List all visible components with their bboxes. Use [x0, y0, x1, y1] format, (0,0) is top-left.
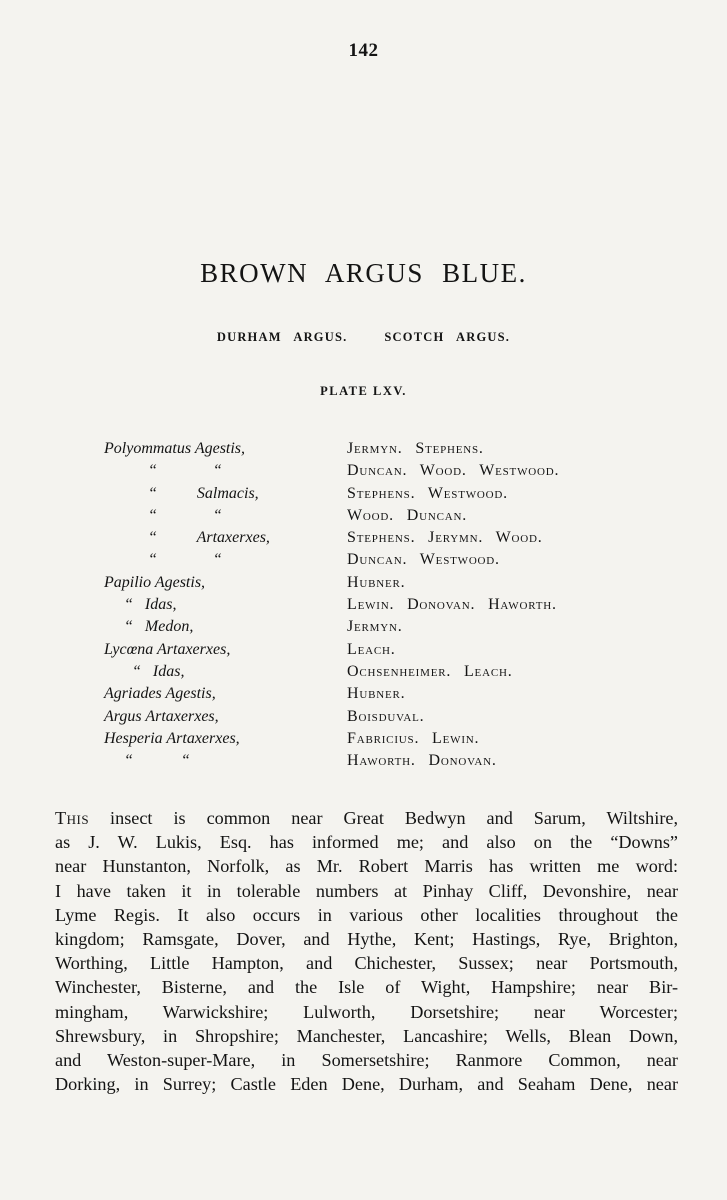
species-name: Papilio Agestis, [104, 573, 206, 591]
body-line: Dorking, in Surrey; Castle Eden Dene, Durham, and Seaham Dene, near [55, 1074, 678, 1095]
synonymy-row [104, 483, 664, 505]
synonymy-row [104, 594, 664, 616]
authorities: Stephens. Jerymn. Wood. [347, 529, 543, 547]
body-line-text: insect is common near Great Bedwyn and Sarum, Wiltshire, [89, 808, 678, 828]
synonymy-row [104, 661, 664, 683]
synonymy-row [104, 460, 664, 482]
synonymy-row [104, 750, 664, 772]
synonymy-row [104, 549, 664, 571]
synonymy-row [104, 527, 664, 549]
body-line: Worthing, Little Hampton, and Chichester, Sussex; near Portsmouth, [55, 953, 678, 974]
body-line: mingham, Warwickshire; Lulworth, Dorsetshire; near Worcester; [55, 1001, 678, 1022]
body-line: kingdom; Ramsgate, Dover, and Hythe, Kent; Hastings, Rye, Brighton, [55, 928, 678, 949]
species-name: “ “ [104, 752, 190, 770]
species-name: Hesperia Artaxerxes, [104, 729, 240, 747]
species-name: “ “ [104, 506, 222, 524]
authorities: Wood. Duncan. [347, 506, 467, 524]
species-name: “ Medon, [104, 618, 194, 636]
plate-reference: PLATE LXV. [320, 384, 407, 398]
authorities: Hubner. [347, 573, 406, 591]
synonymy-row [104, 505, 664, 527]
body-line: as J. W. Lukis, Esq. has informed me; and also on the “Downs” [55, 832, 678, 853]
species-name: “ “ [104, 462, 222, 480]
body-line: near Hunstanton, Norfolk, as Mr. Robert Marris has written me word: [55, 856, 678, 877]
species-name: “ Idas, [104, 596, 177, 614]
authorities: Lewin. Donovan. Haworth. [347, 596, 557, 614]
authorities: Stephens. Westwood. [347, 484, 508, 502]
page-title: BROWN ARGUS BLUE. [200, 258, 527, 288]
authorities: Duncan. Westwood. [347, 551, 500, 569]
body-line: Lyme Regis. It also occurs in various other localities throughout the [55, 904, 678, 925]
species-name: Argus Artaxerxes, [104, 707, 219, 725]
body-line: Shrewsbury, in Shropshire; Manchester, Lancashire; Wells, Blean Down, [55, 1025, 678, 1046]
body-line: Winchester, Bisterne, and the Isle of Wight, Hampshire; near Bir- [55, 977, 678, 998]
lead-word: This [55, 808, 90, 828]
body-line [55, 806, 678, 830]
species-name: “ Salmacis, [104, 484, 259, 502]
authorities: Fabricius. Lewin. [347, 729, 480, 747]
page-number: 142 [348, 40, 379, 61]
species-name: “ Artaxerxes, [104, 529, 270, 547]
authorities: Haworth. Donovan. [347, 752, 497, 770]
synonymy-row [104, 616, 664, 638]
body-line: and Weston-super-Mare, in Somersetshire; Ranmore Common, near [55, 1049, 678, 1070]
authorities: Hubner. [347, 685, 406, 703]
species-name: Agriades Agestis, [104, 685, 216, 703]
authorities: Jermyn. Stephens. [347, 440, 484, 457]
synonymy-row [104, 728, 664, 750]
alternate-names: DURHAM ARGUS. SCOTCH ARGUS. [216, 330, 511, 344]
species-name: “ Idas, [104, 662, 185, 680]
synonymy-list [104, 438, 664, 772]
synonymy-row [104, 706, 664, 728]
synonymy-row [104, 683, 664, 705]
species-name: Polyommatus Agestis, [104, 440, 246, 457]
species-name: Lycœna Artaxerxes, [104, 640, 231, 658]
authorities: Duncan. Wood. Westwood. [347, 462, 560, 480]
synonymy-row [104, 438, 664, 460]
authorities: Ochsenheimer. Leach. [347, 662, 513, 680]
authorities: Leach. [347, 640, 396, 658]
synonymy-row [104, 572, 664, 594]
body-line: I have taken it in tolerable numbers at Pinhay Cliff, Devonshire, near [55, 880, 678, 901]
authorities: Jermyn. [347, 618, 403, 636]
synonymy-row [104, 639, 664, 661]
body-paragraph [55, 806, 678, 1096]
authorities: Boisduval. [347, 707, 425, 725]
species-name: “ “ [104, 551, 222, 569]
